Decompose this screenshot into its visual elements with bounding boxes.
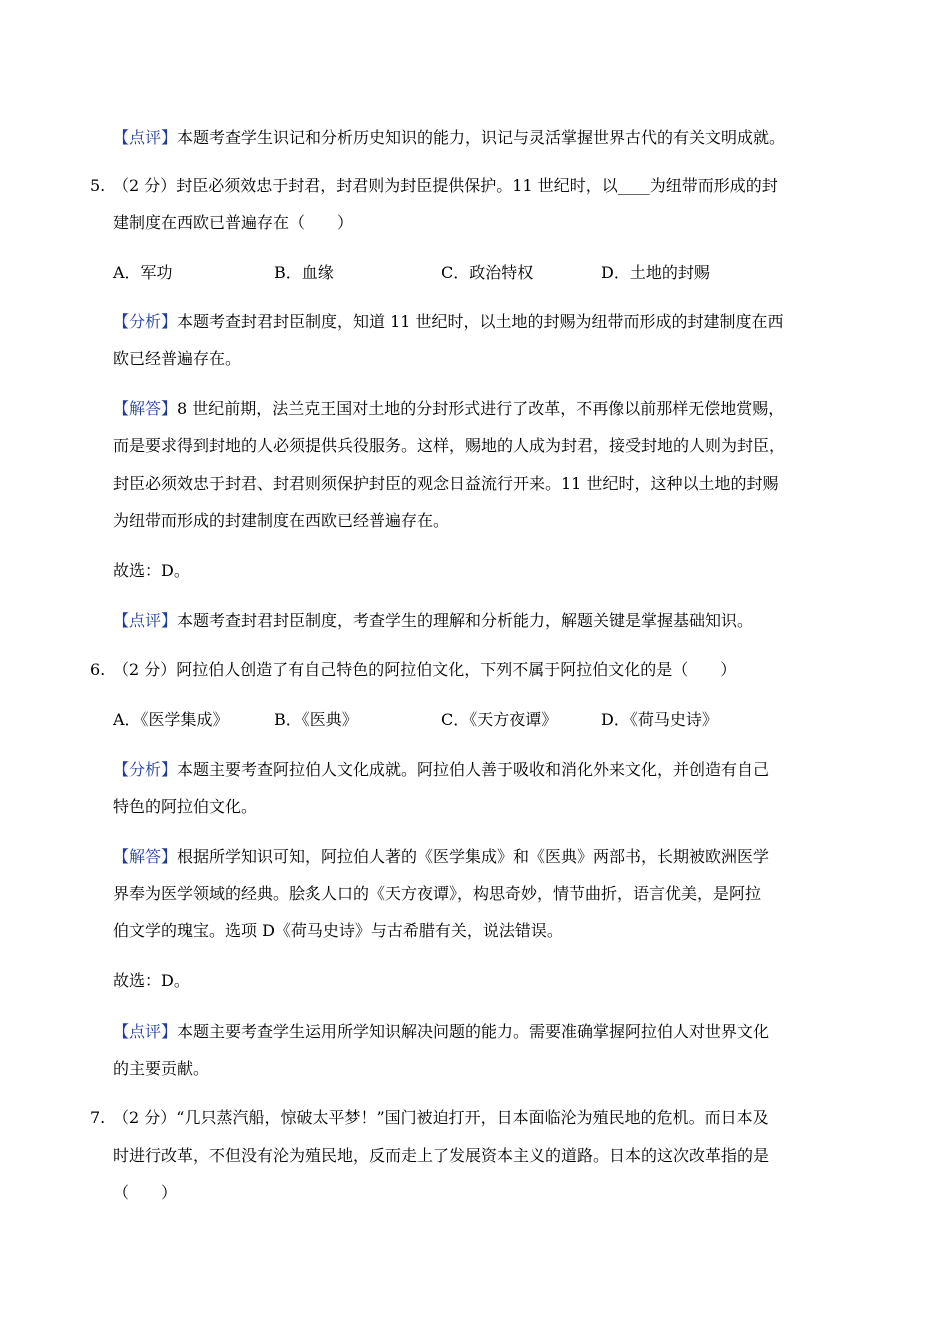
q5-choice: 故选：D。 [113, 561, 190, 580]
q6-review-line1 [113, 1021, 769, 1043]
q6-option-a: A．《医学集成》 [113, 710, 229, 729]
q6-analysis-line2: 特色的阿拉伯文化。 [113, 797, 258, 816]
q5-answer-line2: 而是要求得到封地的人必须提供兵役服务。这样，赐地的人成为封君，接受封地的人则为封臣， [113, 436, 786, 455]
q6-choice: 故选：D。 [113, 971, 190, 990]
q5-analysis-line2: 欧已经普遍存在。 [113, 349, 242, 368]
q5-option-b: B．血缘 [274, 263, 334, 282]
q5-answer-line1 [113, 398, 784, 420]
q6-answer-line2: 界奉为医学领域的经典。脍炙人口的《天方夜谭》，构思奇妙，情节曲折，语言优美，是阿拉 [113, 884, 762, 903]
q6-option-d: D．《荷马史诗》 [601, 710, 718, 729]
analysis-tag: 【分析】 [113, 760, 178, 779]
question-number-6: 6. [90, 660, 106, 679]
review-tag: 【点评】 [113, 611, 178, 630]
q6-option-c: C．《天方夜谭》 [441, 710, 558, 729]
question-7-stem-line1: （2 分）“几只蒸汽船，惊破太平梦！”国门被迫打开，日本面临沦为殖民地的危机。而日本及 [113, 1108, 769, 1127]
review-tag: 【点评】 [113, 1022, 178, 1041]
q5-option-d: D．土地的封赐 [601, 263, 710, 282]
q5-answer-line3: 封臣必须效忠于封君、封君则须保护封臣的观念日益流行开来。11 世纪时，这种以土地的封赐 [113, 474, 779, 493]
q6-answer-line3: 伯文学的瑰宝。选项 D《荷马史诗》与古希腊有关，说法错误。 [113, 921, 563, 940]
question-6-stem-line1: （2 分）阿拉伯人创造了有自己特色的阿拉伯文化，下列不属于阿拉伯文化的是（ ） [113, 660, 737, 679]
question-7-stem-line3: （ ） [113, 1183, 178, 1202]
review-text: 本题考查学生识记和分析历史知识的能力，识记与灵活掌握世界古代的有关文明成就。 [177, 128, 786, 147]
q6-answer-line1 [113, 846, 769, 868]
analysis-text: 本题考查封君封臣制度，知道 11 世纪时，以土地的封赐为纽带而形成的封建制度在西 [177, 312, 784, 331]
answer-tag: 【解答】 [113, 399, 178, 418]
review-text: 本题考查封君封臣制度，考查学生的理解和分析能力，解题关键是掌握基础知识。 [177, 611, 754, 630]
answer-text: 8 世纪前期，法兰克王国对土地的分封形式进行了改革，不再像以前那样无偿地赏赐， [177, 399, 785, 418]
question-5-stem-line2: 建制度在西欧已普遍存在（ ） [113, 213, 354, 232]
question-number-7: 7. [90, 1108, 106, 1127]
q5-option-c: C．政治特权 [441, 263, 534, 282]
question-7-stem-line2: 时进行改革，不但没有沦为殖民地，反而走上了发展资本主义的道路。日本的这次改革指的是 [113, 1146, 770, 1165]
q5-answer-line4: 为纽带而形成的封建制度在西欧已经普遍存在。 [113, 511, 450, 530]
question-5-stem-line1: （2 分）封臣必须效忠于封君，封君则为封臣提供保护。11 世纪时，以____为纽带而形成的封 [113, 176, 778, 195]
q6-review-line2: 的主要贡献。 [113, 1059, 210, 1078]
analysis-text: 本题主要考查阿拉伯人文化成就。阿拉伯人善于吸收和消化外来文化，并创造有自己 [177, 760, 770, 779]
q5-review [113, 610, 753, 632]
answer-text: 根据所学知识可知，阿拉伯人著的《医学集成》和《医典》两部书，长期被欧洲医学 [177, 847, 770, 866]
review-tag: 【点评】 [113, 128, 178, 147]
analysis-tag: 【分析】 [113, 312, 178, 331]
review-text: 本题主要考查学生运用所学知识解决问题的能力。需要准确掌握阿拉伯人对世界文化 [177, 1022, 770, 1041]
q5-analysis-line1 [113, 311, 784, 333]
q4-review [113, 127, 785, 149]
q5-option-a: A．军功 [113, 263, 173, 282]
question-number-5: 5. [90, 176, 106, 195]
q6-option-b: B．《医典》 [274, 710, 358, 729]
q6-analysis-line1 [113, 759, 769, 781]
answer-tag: 【解答】 [113, 847, 178, 866]
